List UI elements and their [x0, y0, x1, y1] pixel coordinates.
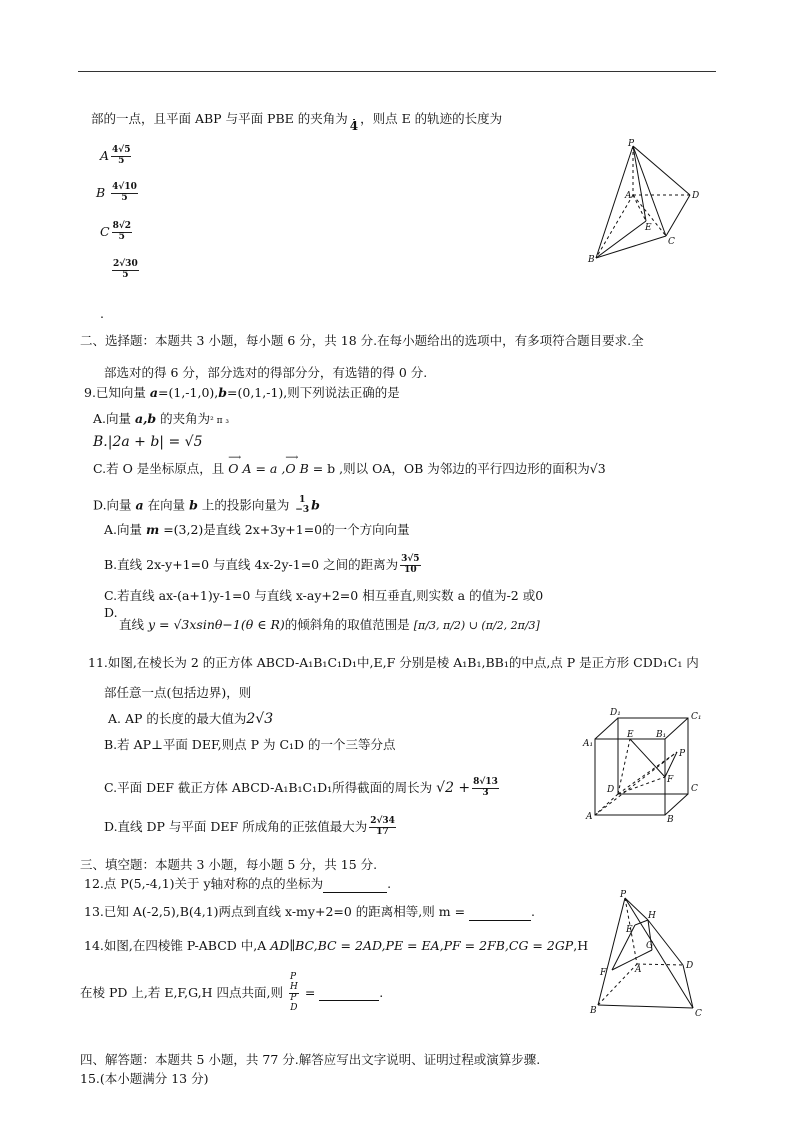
svg-text:A₁: A₁: [583, 739, 594, 749]
svg-text:B: B: [590, 1006, 597, 1016]
q13: 13.已知 A(-2,5),B(4,1)两点到直线 x-my+2=0 的距离相等,则 m = .: [84, 904, 536, 919]
q11-option-a: A. AP 的长度的最大值为2√3: [108, 711, 274, 727]
q13-answer-blank[interactable]: [469, 904, 531, 921]
svg-text:C: C: [691, 784, 698, 794]
prev-option-c: C $\frac{8√2}{5}$: [100, 221, 132, 242]
svg-text:E: E: [645, 223, 652, 233]
q10-option-d-expr: 直线 y = √3xsinθ−1(θ ∈ R)的倾斜角的取值范围是 [π/3, π/2) ∪ (π/2, 2π/3]: [119, 617, 540, 632]
q12: 12.点 P(5,-4,1)关于 y轴对称的点的坐标为 .: [84, 876, 392, 891]
prev-option-dot: .: [100, 306, 104, 321]
q11-option-b: B.若 AP⊥平面 DEF,则点 P 为 C₁D 的一个三等分点: [104, 737, 396, 752]
prev-question-stem: 部的一点，且平面 ABP 与平面 PBE 的夹角为 4 ，则点 E 的轨迹的长度为: [91, 106, 502, 133]
prev-option-a: A $\frac{4√5}{5}$: [100, 145, 131, 166]
svg-text:B: B: [588, 255, 595, 265]
svg-text:C: C: [668, 237, 675, 247]
svg-text:P: P: [679, 749, 686, 759]
svg-text:B₁: B₁: [656, 730, 667, 740]
q10-option-a: A.向量 m =(3,2)是直线 2x+3y+1=0的一个方向向量: [104, 522, 410, 537]
q11-option-d: D.直线 DP 与平面 DEF 所成角的正弦值最大为 $\frac{2√34}{17}$: [104, 816, 395, 837]
svg-text:A: A: [635, 965, 642, 975]
cube-figure: [583, 706, 708, 826]
svg-text:C₁: C₁: [691, 712, 702, 722]
svg-text:E: E: [627, 730, 634, 740]
q14-ratio-fraction: P H P D: [289, 972, 298, 1013]
q9-option-d: D.向量 a 在向量 b 上的投影向量为 1 −3 b: [93, 495, 320, 515]
svg-text:E: E: [626, 925, 633, 935]
header-rule: [78, 71, 716, 72]
svg-text:P: P: [628, 139, 635, 149]
prev-option-b: B $\frac{4√10}{5}$: [96, 182, 137, 203]
svg-text:P: P: [620, 890, 627, 900]
svg-text:F: F: [600, 968, 607, 978]
q9-option-b: B.|2a + b| = √5: [93, 434, 203, 450]
svg-text:D: D: [686, 961, 694, 971]
svg-text:A: A: [586, 812, 593, 822]
q9-option-a: A.向量 a,b 的夹角为² π ₃: [93, 411, 230, 426]
q15-heading: 15.(本小题满分 13 分): [80, 1071, 209, 1086]
svg-text:B: B: [667, 815, 674, 825]
section2-header-line2: 部选对的得 6 分，部分选对的得部分分，有选错的得 0 分.: [104, 365, 428, 380]
section3-header: 三、填空题：本题共 3 小题，每小题 5 分，共 15 分.: [80, 857, 378, 872]
pyramid-figure: [588, 138, 708, 268]
q14-line2: 在棱 PD 上,若 E,F,G,H 四点共面,则 P H P D = .: [80, 972, 384, 1013]
svg-text:C: C: [695, 1009, 702, 1019]
q11-stem-line1: 11.如图,在棱长为 2 的正方体 ABCD-A₁B₁C₁D₁中,E,F 分别是棱 A₁B₁,BB₁的中点,点 P 是正方形 CDD₁C₁ 内: [88, 655, 699, 670]
svg-text:A: A: [625, 191, 632, 201]
q9-option-c: C.若 O 是坐标原点，且 ⟶ O A = a , ⟶ O B = b ,则以 OA，OB 为邻边的平行四边形的面积为√3: [93, 453, 606, 476]
svg-text:H: H: [648, 911, 656, 921]
svg-text:D: D: [607, 785, 615, 795]
section4-header: 四、解答题：本题共 5 小题，共 77 分.解答应写出文字说明、证明过程或演算步骤.: [80, 1052, 541, 1067]
q10-option-d: D.: [104, 605, 118, 620]
q12-answer-blank[interactable]: [323, 876, 387, 893]
svg-text:D: D: [692, 191, 700, 201]
q14-line1: 14.如图,在四棱锥 P-ABCD 中,A AD∥BC,BC = 2AD,PE = EA,PF = 2FB,CG = 2GP,H: [84, 938, 589, 953]
prev-option-d: $\frac{2√30}{5}$: [113, 259, 138, 280]
svg-text:F: F: [667, 775, 674, 785]
q9-stem: 9.已知向量 a=(1,-1,0),b=(0,1,-1),则下列说法正确的是: [84, 385, 400, 400]
q10-option-c: C.若直线 ax-(a+1)y-1=0 与直线 x-ay+2=0 相互垂直,则实数 a 的值为-2 或0: [104, 588, 544, 603]
svg-text:G: G: [646, 941, 654, 951]
q11-option-c: C.平面 DEF 截正方体 ABCD-A₁B₁C₁D₁所得截面的周长为 √2 + $\frac{8√13}{3}$: [104, 777, 498, 798]
section2-header-line1: 二、选择题：本题共 3 小题，每小题 6 分，共 18 分.在每小题给出的选项中，有多项符合题目要求.全: [80, 333, 644, 348]
svg-text:D₁: D₁: [610, 708, 621, 718]
q14-answer-blank[interactable]: [319, 985, 379, 1002]
angle-fraction: 4: [350, 106, 358, 133]
q10-option-b: B.直线 2x-y+1=0 与直线 4x-2y-1=0 之间的距离为 $\frac{3√5}{10}$: [104, 554, 420, 575]
quadrilateral-pyramid-figure: [590, 890, 710, 1020]
q11-stem-line2: 部任意一点(包括边界)，则: [104, 685, 252, 700]
